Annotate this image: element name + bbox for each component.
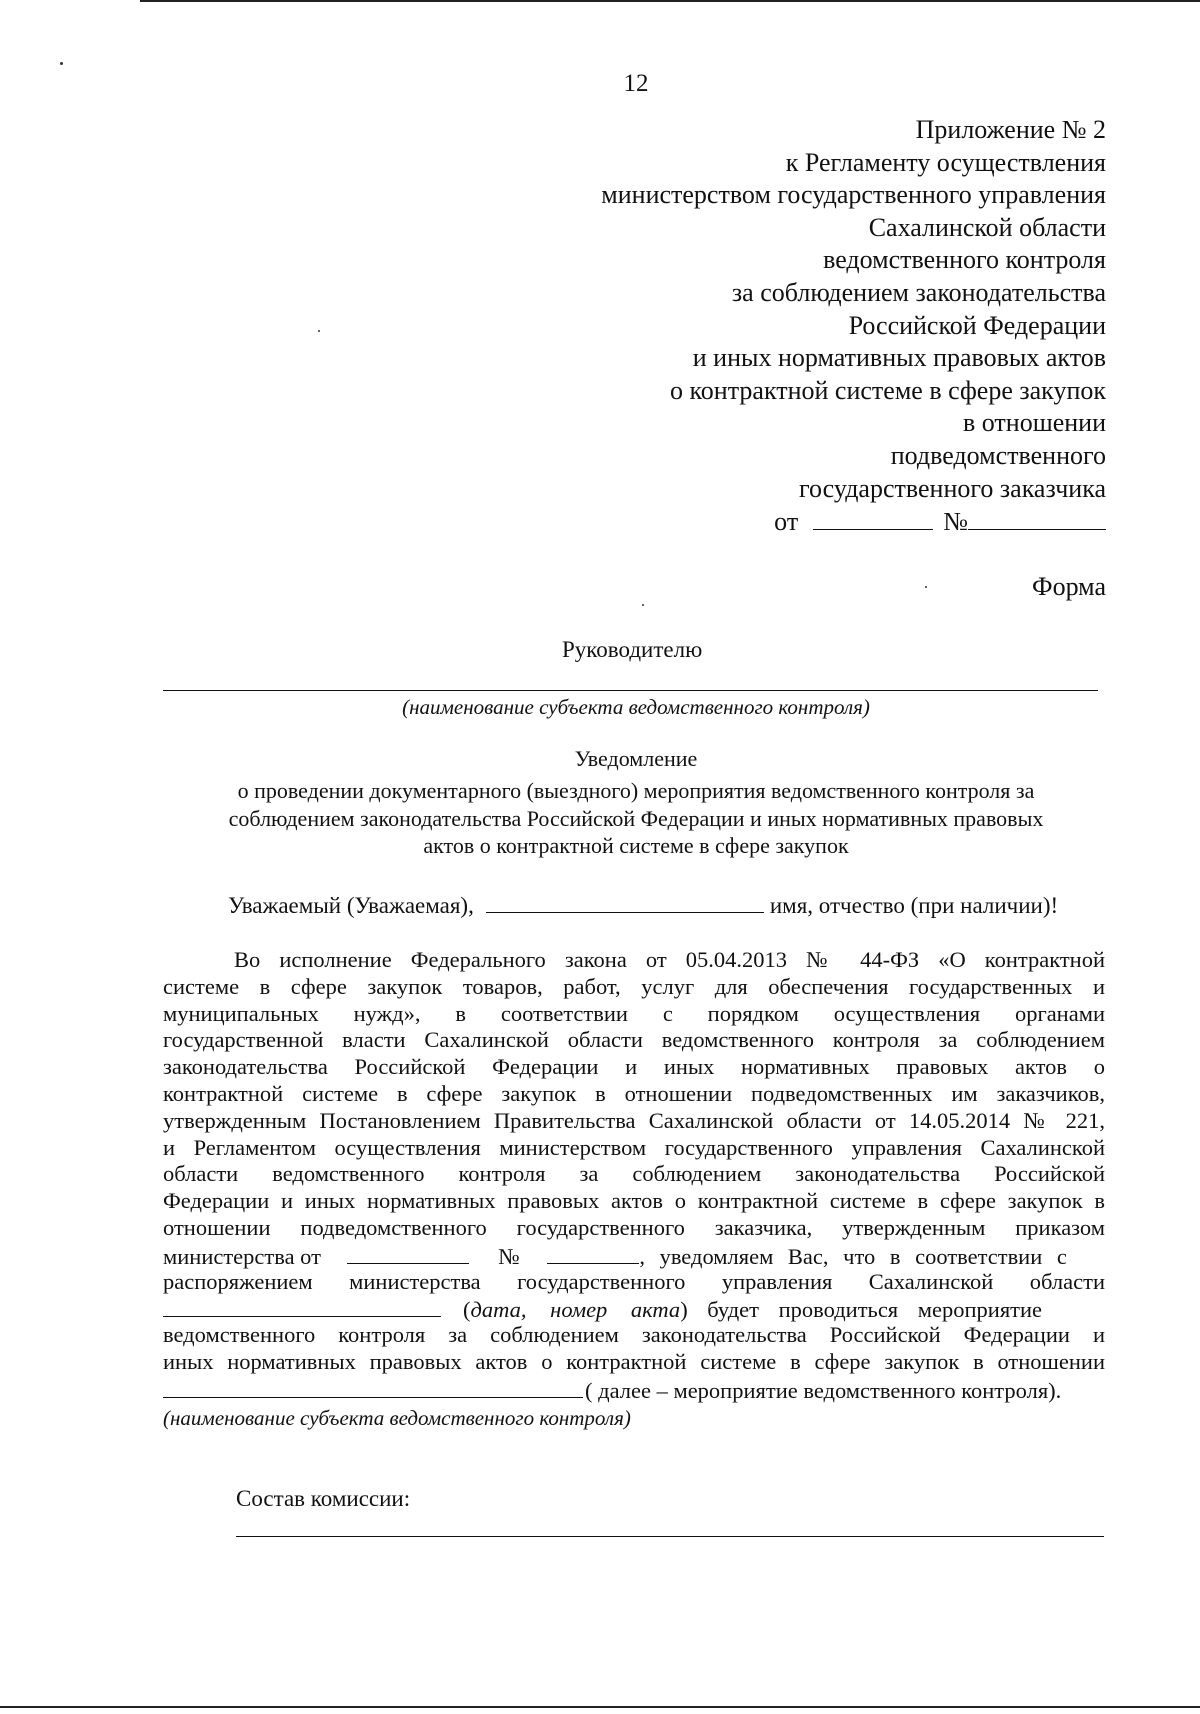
notice-body <box>163 947 1105 1431</box>
body-line: ведомственного контроля за соблюдением законодательства Российской Федерации и <box>163 1322 1105 1348</box>
subject-blank <box>163 1376 583 1398</box>
body-line: Федерации и иных нормативных правовых актов о контрактной системе в сфере закупок в <box>163 1188 1105 1214</box>
appendix-line: Приложение № 2 <box>915 115 1106 144</box>
appendix-line: министерством государственного управления <box>601 180 1106 210</box>
notice-subtitle-line: актов о контрактной системе в сфере закупок <box>423 833 849 858</box>
greeting-start: Уважаемый (Уважаемая), <box>228 893 474 918</box>
act-italic-hint: дата, номер акта <box>470 1297 681 1323</box>
act-blank <box>163 1295 441 1317</box>
scan-speck <box>60 62 63 65</box>
order-from-label: министерства от <box>163 1243 321 1269</box>
body-line: и Регламентом осуществления министерством государственного управления Сахалинской <box>163 1134 1105 1160</box>
body-line: иных нормативных правовых актов о контрактной системе в сфере закупок в отношении <box>163 1348 1105 1374</box>
form-label: Форма <box>1032 572 1106 601</box>
order-number-blank <box>547 1242 639 1264</box>
ref-number-label: № <box>943 507 968 537</box>
page-number: 12 <box>623 70 649 97</box>
body-line-act-ref <box>163 1295 1105 1322</box>
appendix-line: и иных нормативных правовых актов <box>692 343 1106 373</box>
body-subject-caption: (наименование субъекта ведомственного контроля) <box>163 1405 631 1430</box>
act-continuation: ) будет проводиться мероприятие <box>680 1297 1043 1323</box>
body-line: законодательства Российской Федерации и иных нормативных правовых актов о <box>163 1054 1105 1080</box>
order-number-label: № <box>498 1243 520 1269</box>
appendix-line: о контрактной системе в сфере закупок <box>670 375 1106 405</box>
appendix-line: за соблюдением законодательства <box>731 277 1106 307</box>
order-ref-continuation: , уведомляем Вас, что в соответствии с <box>639 1243 1067 1269</box>
ref-number-blank <box>968 505 1106 530</box>
ref-from-label: от <box>774 507 799 537</box>
body-line: государственной власти Сахалинской области ведомственного контроля за соблюдением <box>163 1027 1105 1053</box>
greeting-name-blank <box>486 890 764 913</box>
body-line-order-ref <box>163 1242 1105 1269</box>
appendix-line: государственного заказчика <box>798 473 1106 503</box>
scan-speck <box>642 604 644 606</box>
scan-speck <box>318 330 320 332</box>
body-line: отношении подведомственного государственного заказчика, утвержденным приказом <box>163 1214 1105 1240</box>
notice-subtitle-line: о проведении документарного (выездного) мероприятия ведомственного контроля за <box>237 778 1035 803</box>
addressee-label: Руководителю <box>562 637 703 662</box>
appendix-line: Сахалинской области <box>868 212 1106 242</box>
ref-date-blank <box>813 505 933 530</box>
act-open-paren: ( <box>463 1297 471 1323</box>
appendix-line: подведомственного <box>890 440 1106 470</box>
body-line: области ведомственного контроля за соблюдением законодательства Российской <box>163 1161 1105 1187</box>
subject-continuation: ( далее – мероприятие ведомственного контроля). <box>585 1377 1062 1403</box>
body-line: муниципальных нужд», в соответствии с порядком осуществления органами <box>163 1000 1105 1026</box>
greeting-end: имя, отчество (при наличии)! <box>769 893 1059 918</box>
appendix-line: ведомственного контроля <box>823 245 1106 275</box>
notice-title: Уведомление <box>574 746 698 771</box>
appendix-line: в отношении <box>962 408 1106 438</box>
greeting-line <box>228 890 1103 919</box>
body-line: контрактной системе в сфере закупок в отношении подведомственных им заказчиков, <box>163 1080 1105 1106</box>
addressee-caption: (наименование субъекта ведомственного контроля) <box>402 695 870 719</box>
body-line: системе в сфере закупок товаров, работ, услуг для обеспечения государственных и <box>163 973 1105 999</box>
appendix-header <box>406 114 1106 539</box>
addressee-blank-line <box>163 690 1098 691</box>
appendix-reference-line <box>406 505 1106 539</box>
appendix-line: Российской Федерации <box>848 310 1106 340</box>
appendix-line: к Регламенту осуществления <box>785 147 1106 177</box>
body-line: распоряжением министерства государственного управления Сахалинской области <box>163 1268 1105 1294</box>
scan-edge-top <box>140 0 1200 2</box>
body-line: утвержденным Постановлением Правительства Сахалинской области от 14.05.2014 № 221, <box>163 1107 1105 1133</box>
commission-label: Состав комиссии: <box>236 1486 411 1511</box>
scan-speck <box>925 586 927 588</box>
order-date-blank <box>347 1242 469 1264</box>
body-line-subject <box>163 1376 1105 1403</box>
scan-edge-bottom <box>0 1706 1200 1708</box>
body-line: Во исполнение Федерального закона от 05.04.2013 № 44-ФЗ «О контрактной <box>234 947 1105 972</box>
notice-subtitle <box>160 777 1112 860</box>
commission-blank-line <box>236 1536 1104 1537</box>
notice-subtitle-line: соблюдением законодательства Российской Федерации и иных нормативных правовых <box>228 805 1044 831</box>
